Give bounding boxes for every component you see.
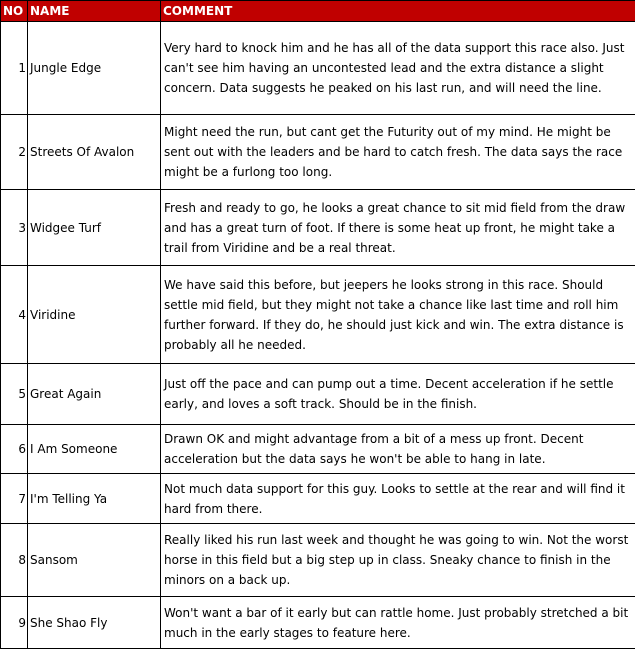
table-row — [1, 364, 635, 425]
horse-comment: Won't want a bar of it early but can rattle home. Just probably stretched a bit much in the early stages to feature here. — [161, 597, 635, 649]
table-row — [1, 425, 635, 474]
header-row — [1, 1, 635, 22]
horse-name: Sansom — [28, 524, 161, 597]
table-row — [1, 266, 635, 364]
horse-name: Widgee Turf — [28, 190, 161, 266]
table-row — [1, 115, 635, 190]
horse-comment: Fresh and ready to go, he looks a great chance to sit mid field from the draw and has a great turn of foot. If there is some heat up front, he might take a trail from Viridine and be a real threat. — [161, 190, 635, 266]
horse-comment: Not much data support for this guy. Looks to settle at the rear and will find it hard from there. — [161, 474, 635, 524]
header-comment: COMMENT — [161, 1, 635, 22]
row-number: 7 — [1, 474, 28, 524]
horse-name: She Shao Fly — [28, 597, 161, 649]
row-number: 8 — [1, 524, 28, 597]
row-number: 2 — [1, 115, 28, 190]
row-number: 1 — [1, 22, 28, 115]
horse-comment: Just off the pace and can pump out a time. Decent acceleration if he settle early, and loves a soft track. Should be in the finish. — [161, 364, 635, 425]
horse-name: I'm Telling Ya — [28, 474, 161, 524]
horse-name: Jungle Edge — [28, 22, 161, 115]
table-row — [1, 22, 635, 115]
row-number: 4 — [1, 266, 28, 364]
horse-name: Great Again — [28, 364, 161, 425]
row-number: 3 — [1, 190, 28, 266]
table-row — [1, 597, 635, 649]
table-row — [1, 190, 635, 266]
row-number: 9 — [1, 597, 28, 649]
table-row — [1, 474, 635, 524]
horse-comment: Really liked his run last week and thought he was going to win. Not the worst horse in this field but a big step up in class. Sneaky chance to finish in the minors on a back up. — [161, 524, 635, 597]
header-name: NAME — [28, 1, 161, 22]
row-number: 5 — [1, 364, 28, 425]
horse-name: Streets Of Avalon — [28, 115, 161, 190]
row-number: 6 — [1, 425, 28, 474]
horse-name: Viridine — [28, 266, 161, 364]
horse-comment: Drawn OK and might advantage from a bit of a mess up front. Decent acceleration but the data says he won't be able to hang in late. — [161, 425, 635, 474]
horse-comment: Very hard to knock him and he has all of the data support this race also. Just can't see him having an uncontested lead and the extra distance a slight concern. Data suggests he peaked on his last run, and will need the line. — [161, 22, 635, 115]
horse-comment: Might need the run, but cant get the Futurity out of my mind. He might be sent out with the leaders and be hard to catch fresh. The data says the race might be a furlong too long. — [161, 115, 635, 190]
table-row — [1, 524, 635, 597]
header-no: NO — [1, 1, 28, 22]
horse-comment: We have said this before, but jeepers he looks strong in this race. Should settle mid field, but they might not take a chance like last time and roll him further forward. If they do, he should just kick and win. The extra distance is probably all he needed. — [161, 266, 635, 364]
horse-name: I Am Someone — [28, 425, 161, 474]
